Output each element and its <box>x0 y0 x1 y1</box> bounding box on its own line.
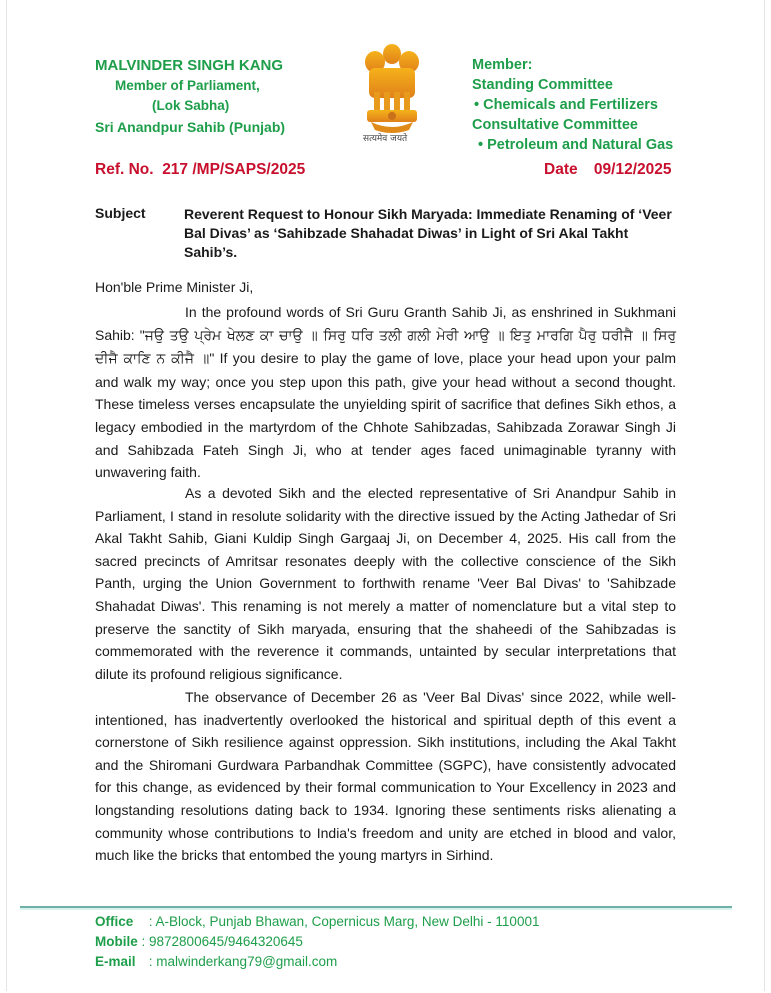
contact-footer <box>95 912 539 972</box>
committee-standing-item: • Chemicals and Fertilizers <box>474 97 658 113</box>
gurbani-quote: ਜਉ ਤਉ ਪ੍ਰੇਮ ਖੇਲਣ ਕਾ ਚਾਉ ॥ ਸਿਰੁ ਧਰਿ ਤਲੀ ਗਲੀ ਮੇਰੀ ਆਉ ॥ ਇਤੁ ਮਾਰਗਿ ਪੈਰੁ ਧਰੀਜੈ ॥ ਸਿਰੁ ਦੀਜੈ ਕਾਣਿ ਨ ਕੀਜੈ ॥ <box>95 327 676 368</box>
paragraph-1-body: " If you desire to play the game of love, place your head upon your palm and walk my way; once you step upon this path, give your head without a second thought. These timeless verses encapsulate the unyielding spirit of sacrifice that defines Sikh ethos, a legacy embodied in the martyrdom of the Chhote Sahibzadas, Sahibzada Zorawar Singh Ji and Sahibzada Fateh Singh Ji, who at tender ages faced unimaginable tyranny with unwavering faith. <box>95 350 676 481</box>
membership-heading: Member: <box>472 57 533 73</box>
subject-text: Reverent Request to Honour Sikh Maryada: Immediate Renaming of ‘Veer Bal Divas’ as ‘Sahibzade Shahadat Diwas’ in Light of Sri Akal Takht Sahib’s. <box>184 206 672 260</box>
sender-house: (Lok Sabha) <box>152 98 230 113</box>
paragraph-2 <box>95 482 676 685</box>
sender-name: MALVINDER SINGH KANG <box>95 57 284 74</box>
committee-consultative: Consultative Committee <box>472 117 638 133</box>
reference-number <box>95 161 305 179</box>
sender-constituency: Sri Anandpur Sahib (Punjab) <box>95 119 286 135</box>
office-label: Office <box>95 914 134 929</box>
email-label: E-mail <box>95 954 136 969</box>
letter-date <box>544 161 672 179</box>
letterhead-sender <box>95 55 285 138</box>
footer-office <box>95 912 539 932</box>
paragraph-3-text: The observance of December 26 as 'Veer Bal Divas' since 2022, while well-intentioned, has inadvertently overlooked the historical and spiritual depth of this event a cornerstone of Sikh resilience against oppression. Sikh institutions, including the Akal Takht and the Shiromani Gurdwara Parbandhak Committee (SGPC), have consistently advocated for this change, as evidenced by their formal communication to Your Excellency in 2023 and longstanding resolutions dating back to 1934. Ignoring these sentiments risks alienating a community whose contributions to India's freedom and unity are etched in blood and valor, much like the bricks that entombed the young martyrs in Sirhind. <box>95 689 676 864</box>
mobile-numbers: : 9872800645/9464320645 <box>141 934 303 949</box>
date-value: 09/12/2025 <box>593 161 672 178</box>
date-label: Date <box>544 161 578 178</box>
emblem-motto: सत्यमेव जयते <box>363 134 408 144</box>
paragraph-1-intro: In the profound words of Sri Guru Granth Sahib Ji, as enshrined in Sukhmani Sahib: " <box>95 304 676 343</box>
office-address: : A-Block, Punjab Bhawan, Copernicus Marg, New Delhi - 110001 <box>148 914 540 929</box>
footer-divider <box>20 906 732 910</box>
letterhead-memberships <box>472 55 673 155</box>
committee-consultative-item: • Petroleum and Natural Gas <box>478 137 674 153</box>
paragraph-1 <box>95 301 676 484</box>
footer-email <box>95 952 539 972</box>
salutation: Hon'ble Prime Minister Ji, <box>95 279 254 295</box>
reference-value: 217 /MP/SAPS/2025 <box>162 161 306 178</box>
paragraph-2-text: As a devoted Sikh and the elected representative of Sri Anandpur Sahib in Parliament, I stand in resolute solidarity with the directive issued by the Acting Jathedar of Sri Akal Takht Sahib, Giani Kuldip Singh Gargaaj Ji, on December 4, 2025. His call from the sacred precincts of Amritsar resonates deeply with the collective conscience of the Sikh Panth, urging the Union Government to forthwith rename 'Veer Bal Divas' to 'Sahibzade Shahadat Diwas'. This renaming is not merely a matter of nomenclature but a vital step to preserve the sanctity of Sikh maryada, ensuring that the shaheedi of the Sahibzadas is commemorated with the reverence it commands, untainted by secular interpretations that dilute its profound religious significance. <box>95 485 676 682</box>
committee-standing: Standing Committee <box>472 77 613 93</box>
footer-mobile <box>95 932 539 952</box>
paragraph-3 <box>95 686 676 867</box>
subject-label: Subject <box>95 205 146 221</box>
reference-label: Ref. No. <box>95 161 154 178</box>
mobile-label: Mobile <box>95 934 138 949</box>
email-address[interactable]: : malwinderkang79@gmail.com <box>148 954 338 969</box>
sender-designation: Member of Parliament, <box>115 78 260 93</box>
